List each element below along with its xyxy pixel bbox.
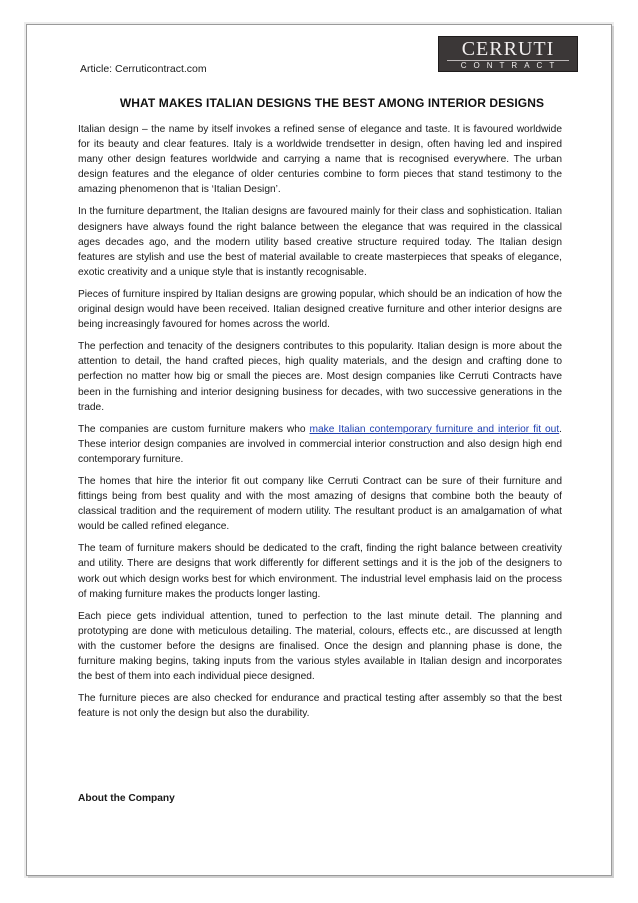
paragraph-5	[78, 422, 562, 467]
paragraph-3: Pieces of furniture inspired by Italian designs are growing popular, which should be an indication of how the original design would have been received. Italian designed creative furniture and other interior designs are being increasingly favoured for homes across the world.	[78, 288, 562, 331]
paragraph-4: The perfection and tenacity of the designers contributes to this popularity. Italian design is more about the attention to detail, the hand crafted pieces, high quality materials, and the design and crafting done to perfection no matter how big or small the pieces are. Most design companies like Cerruti Contracts have been in the furnishing and interior designing business for decades, with two successive generations in the trade.	[78, 341, 562, 413]
article-source: Article: Cerruticontract.com	[80, 63, 207, 75]
about-heading: About the Company	[78, 793, 175, 804]
paragraph-5-intro: The companies are custom furniture makers who	[78, 423, 310, 435]
page-title: WHAT MAKES ITALIAN DESIGNS THE BEST AMONG INTERIOR DESIGNS	[119, 96, 545, 110]
logo-subword: CONTRACT	[447, 60, 569, 70]
paragraph-2: In the furniture department, the Italian designs are favoured mainly for their class and sophistication. Italian designers have always found the right balance between the elegance that was required in the classical ages decades ago, and the modern utility based creative structure required today. The Italian design features are stylish and use the best of material available to create masterpieces that speaks of elegance, exotic creativity and a unique style that is instantly recognisable.	[78, 206, 562, 278]
logo-word: CERRUTI	[461, 38, 555, 60]
paragraph-7: The team of furniture makers should be dedicated to the craft, finding the right balance between creativity and utility. There are designs that work differently for different settings and it is the job of the designers to work out which design works best for which environment. The industrial level emphasis laid on the process of making furniture makes the products longer lasting.	[78, 543, 562, 600]
paragraph-1: Italian design – the name by itself invokes a refined sense of elegance and taste. It is favoured worldwide for its beauty and clear features. Italy is a worldwide trendsetter in design, often having led and inspired many other design features worldwide and carrying a name that is recognised everywhere. The urban design features and the elegance of older centuries combine to form pieces that stand testimony to the amazing phenomenon that is ‘Italian Design’.	[78, 124, 562, 196]
article-body	[78, 122, 562, 728]
paragraph-5-rest: . These interior design companies are involved in commercial interior construction and also design high end contemporary furniture.	[78, 423, 562, 465]
paragraph-8: Each piece gets individual attention, tuned to perfection to the last minute detail. The planning and prototyping are done with meticulous detailing. The material, colours, effects etc., are discussed at length with the customer before the designs are finalised. Once the design and planning phase is done, the furniture making begins, taking inputs from the various styles available in Italian design and incorporates the best of them into each individual piece designed.	[78, 610, 562, 683]
cerruti-contract-logo	[438, 36, 578, 72]
paragraph-6: The homes that hire the interior fit out company like Cerruti Contract can be sure of their furniture and fittings being from best quality and with the most amazing of designs that combine both the beauty of classical tradition and the requirement of modern utility. The resultant product is an amalgamation of what would be called refined elegance.	[78, 475, 562, 533]
contemporary-furniture-link[interactable]: make Italian contemporary furniture and interior fit out	[309, 423, 560, 435]
paragraph-9: The furniture pieces are also checked for endurance and practical testing after assembly so that the best feature is not only the design but also the durability.	[78, 693, 562, 720]
